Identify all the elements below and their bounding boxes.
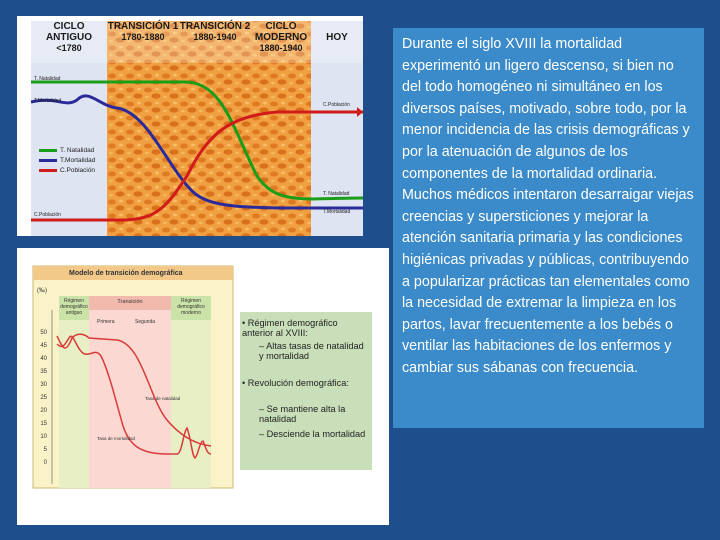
legend-natalidad — [39, 147, 94, 154]
y-tick: 5 — [43, 447, 47, 453]
y-tick: 0 — [43, 460, 47, 466]
region-antiguo-label: Régimen demográfico antiguo — [60, 298, 88, 316]
y-tick: 15 — [40, 421, 47, 427]
y-tick: 45 — [40, 343, 47, 349]
bullet-text: Revolución demográfica: — [247, 378, 349, 388]
region-transicion-label: Transición — [117, 299, 143, 305]
poblacion-label-right: C.Población — [323, 102, 350, 108]
transition-model-diagram — [17, 248, 389, 525]
legend-swatch — [39, 149, 57, 152]
natalidad-curve-label: Tasa de natalidad — [145, 396, 181, 401]
phase-years: 1780-1880 — [121, 32, 165, 42]
mortalidad-label-right: T.Mortalidad — [323, 209, 351, 215]
y-tick: 50 — [40, 330, 47, 336]
mortalidad-curve-label: Tasa de mortalidad — [97, 436, 136, 441]
bullet-text: Régimen demográfico anterior al XVIII: — [242, 318, 338, 338]
phase-title: TRANSICIÓN 2 — [179, 21, 251, 32]
legend-label: T. Natalidad — [60, 147, 95, 154]
y-unit: (‰) — [37, 288, 47, 294]
y-tick: 10 — [40, 434, 47, 440]
phase-years: <1780 — [56, 43, 82, 53]
sub-phase-segunda: Segunda — [135, 319, 156, 325]
legend-swatch — [39, 169, 57, 172]
mortality-text-box — [393, 28, 704, 428]
y-tick: 30 — [40, 382, 47, 388]
bullet-1: • Régimen demográfico anterior al XVIII: — [242, 318, 338, 338]
poblacion-label-left: C.Población — [34, 212, 61, 218]
natalidad-label-right: T. Natalidad — [323, 191, 350, 197]
demographic-cycle-diagram — [17, 16, 363, 236]
phase-header-transicion-1 — [107, 16, 179, 62]
phase-header-moderno — [251, 16, 311, 62]
y-tick: 40 — [40, 356, 47, 362]
phase-years: 1880-1940 — [193, 32, 237, 42]
bullet-2b: – Desciende la mortalidad — [259, 429, 366, 439]
bullet-2a: – Se mantiene alta la natalidad — [259, 404, 346, 424]
phase-header-hoy — [311, 16, 363, 62]
sub-phase-primera: Primera — [97, 319, 115, 325]
bullet-2: • Revolución demográfica: — [242, 378, 349, 388]
natalidad-label-left: T. Natalidad — [34, 76, 61, 82]
phase-header-transicion-2 — [179, 16, 251, 62]
mortality-paragraph: Durante el siglo XVIII la mortalidad experimentó un ligero descenso, si bien no del todo homogéneo ni simultáneo en los diversos países, motivado, sobre todo, por la menor incidencia de las crisis demográficas y por la atenuación de algunos de los componentes de la mortalidad ordinaria. Muchos médicos intentaron desarraigar viejas creencias y supersticiones y mejorar la atención sanitaria primaria y las condiciones higiénicas privadas y públicas, contribuyendo a popularizar prácticas tan elementales como la necesidad de extremar la limpieza en los partos, lavar frecuentemente a los bebés o ventilar las habitaciones de los enfermos y cambiar sus sábanas con frecuencia. — [402, 36, 694, 376]
phase-years: 1880-1940 — [259, 43, 303, 53]
legend-label: C.Población — [60, 167, 96, 174]
bullet-text: Desciende la mortalidad — [266, 429, 366, 439]
phase-title: CICLO ANTIGUO — [45, 21, 93, 43]
y-tick: 25 — [40, 395, 47, 401]
mortalidad-label-left: T.Mortalidad — [34, 98, 62, 104]
y-tick: 35 — [40, 369, 47, 375]
phase-header-antiguo — [31, 16, 107, 62]
model-title: Modelo de transición demográfica — [69, 270, 183, 277]
y-tick: 20 — [40, 408, 47, 414]
legend-poblacion — [39, 167, 95, 174]
bullet-1a: – Altas tasas de natalidad y mortalidad — [259, 341, 364, 361]
legend-swatch — [39, 159, 57, 162]
bullet-text: Se mantiene alta la natalidad — [259, 404, 346, 424]
phase-title: CICLO MODERNO — [254, 21, 308, 43]
region-moderno-label: Régimen demográfico moderno — [177, 298, 205, 316]
legend-label: T.Mortalidad — [60, 157, 96, 164]
legend-mortalidad — [39, 157, 95, 164]
phase-title: TRANSICIÓN 1 — [107, 21, 179, 32]
phase-title: HOY — [326, 32, 348, 43]
bullet-text: Altas tasas de natalidad y mortalidad — [259, 341, 364, 361]
